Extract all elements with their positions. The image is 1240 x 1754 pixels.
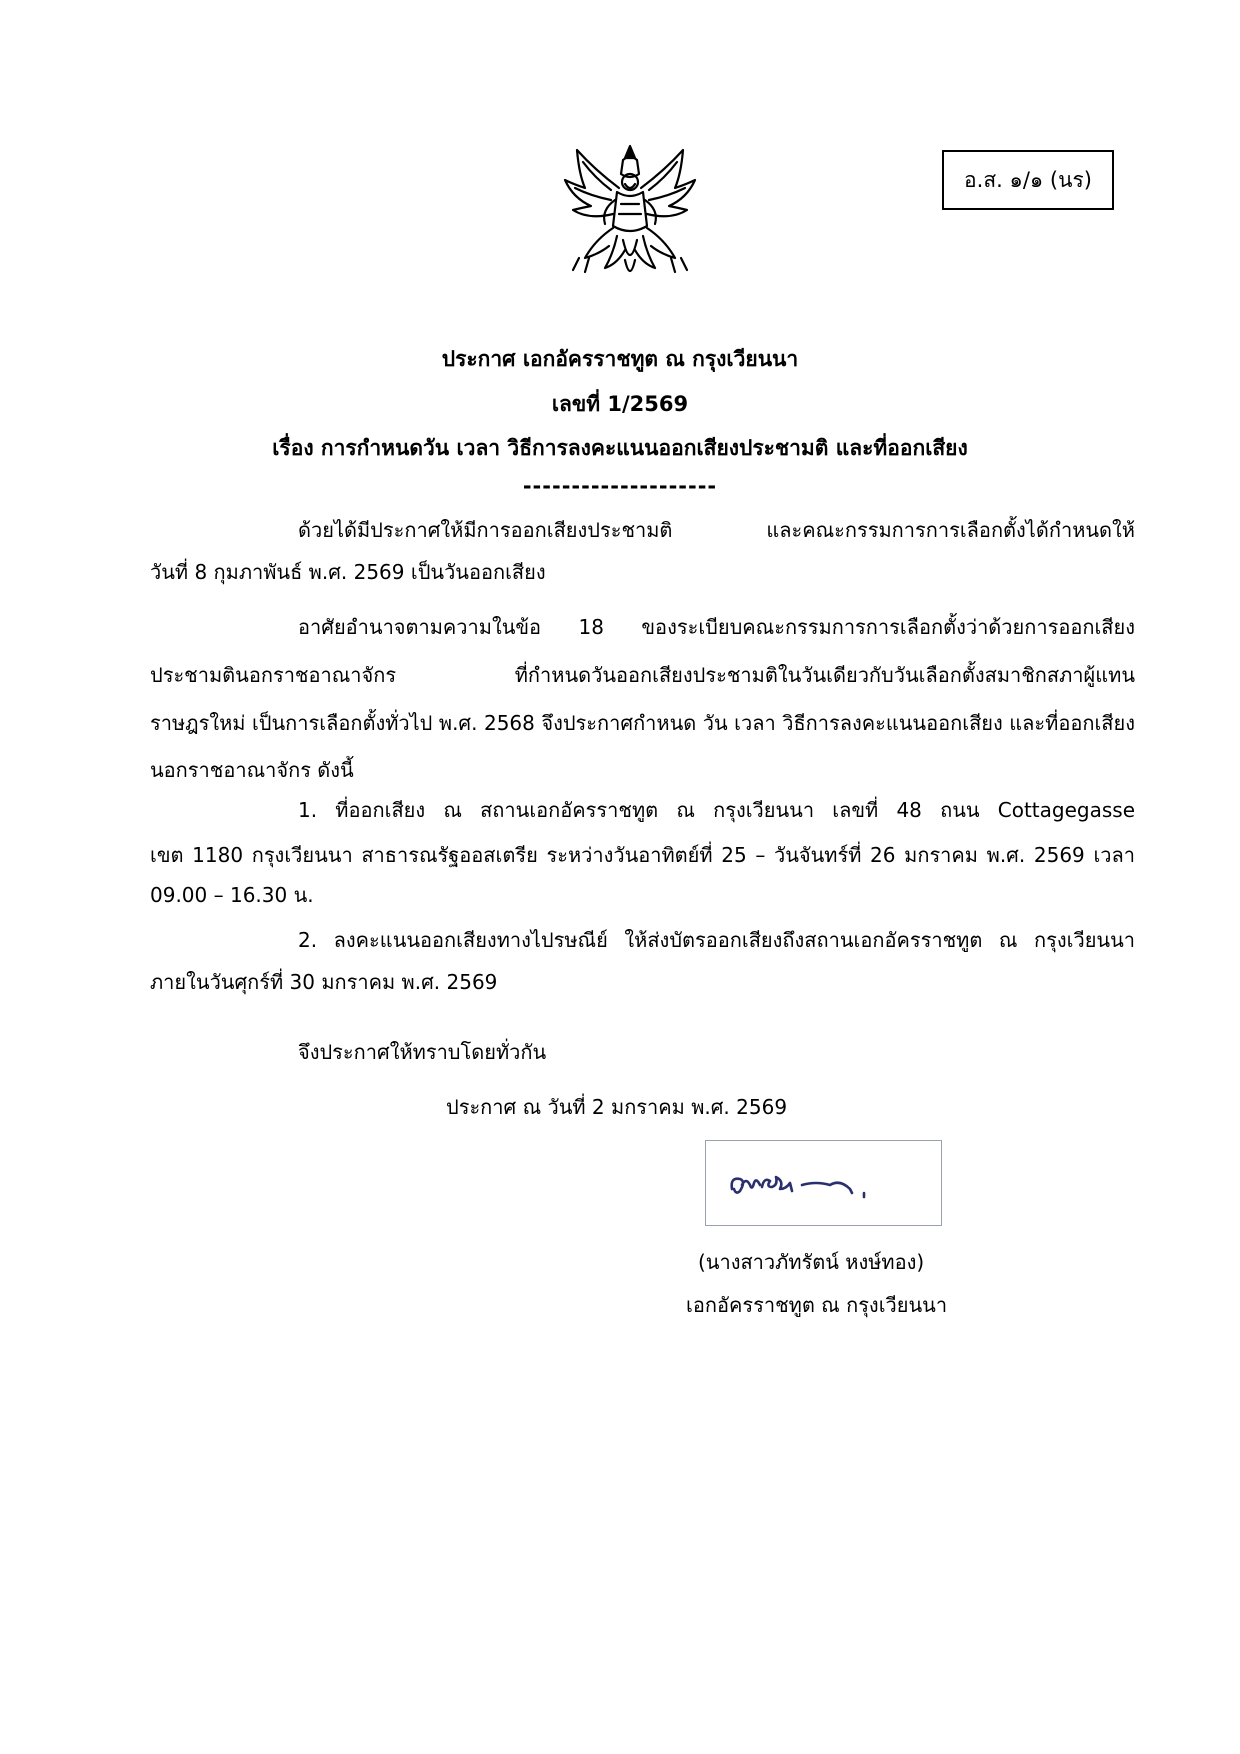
item-1-line-3: 09.00 – 16.30 น. — [150, 883, 314, 907]
paragraph-1-line-1: ด้วยได้มีประกาศให้มีการออกเสียงประชามติ และคณะกรรมการการเลือกตั้งได้กำหนดให้ — [298, 518, 1135, 542]
paragraph-2-line-3: ราษฎรใหม่ เป็นการเลือกตั้งทั่วไป พ.ศ. 2568 จึงประกาศกำหนด วัน เวลา วิธีการลงคะแนนออกเสียง และที่ออกเสียง — [150, 711, 1135, 735]
announcement-title: ประกาศ เอกอัครราชทูต ณ กรุงเวียนนา — [441, 347, 799, 371]
title-divider: -------------------- — [522, 474, 718, 498]
paragraph-1-line-2: วันที่ 8 กุมภาพันธ์ พ.ศ. 2569 เป็นวันออกเสียง — [150, 560, 546, 584]
announcement-subject: เรื่อง การกำหนดวัน เวลา วิธีการลงคะแนนออกเสียงประชามติ และที่ออกเสียง — [272, 436, 968, 460]
announcement-number: เลขที่ 1/2569 — [551, 392, 689, 416]
garuda-emblem-icon — [555, 140, 705, 290]
item-1-line-1: 1. ที่ออกเสียง ณ สถานเอกอัครราชทูต ณ กรุงเวียนนา เลขที่ 48 ถนน Cottagegasse — [298, 798, 1135, 822]
signature-image — [705, 1140, 942, 1226]
item-2-line-1: 2. ลงคะแนนออกเสียงทางไปรษณีย์ ให้ส่งบัตรออกเสียงถึงสถานเอกอัครราชทูต ณ กรุงเวียนนา — [298, 928, 1135, 952]
form-code-box — [942, 150, 1114, 210]
paragraph-2-line-1: อาศัยอำนาจตามความในข้อ 18 ของระเบียบคณะกรรมการการเลือกตั้งว่าด้วยการออกเสียง — [298, 615, 1135, 639]
item-1-line-2: เขต 1180 กรุงเวียนนา สาธารณรัฐออสเตรีย ระหว่างวันอาทิตย์ที่ 25 – วันจันทร์ที่ 26 มกราคม พ.ศ. 2569 เวลา — [150, 843, 1135, 867]
signatory-name: (นางสาวภัทรัตน์ หงษ์ทอง) — [698, 1250, 925, 1274]
announcement-date: ประกาศ ณ วันที่ 2 มกราคม พ.ศ. 2569 — [446, 1095, 788, 1119]
closing-statement: จึงประกาศให้ทราบโดยทั่วกัน — [298, 1040, 547, 1064]
paragraph-2-line-2: ประชามตินอกราชอาณาจักร ที่กำหนดวันออกเสียงประชามติในวันเดียวกับวันเลือกตั้งสมาชิกสภาผู้แทน — [150, 663, 1135, 687]
form-code: อ.ส. ๑/๑ (นร) — [964, 167, 1092, 192]
signatory-position: เอกอัครราชทูต ณ กรุงเวียนนา — [686, 1293, 948, 1317]
paragraph-2-line-4: นอกราชอาณาจักร ดังนี้ — [150, 758, 354, 782]
handwritten-signature-icon — [706, 1141, 941, 1225]
item-2-line-2: ภายในวันศุกร์ที่ 30 มกราคม พ.ศ. 2569 — [150, 970, 498, 994]
